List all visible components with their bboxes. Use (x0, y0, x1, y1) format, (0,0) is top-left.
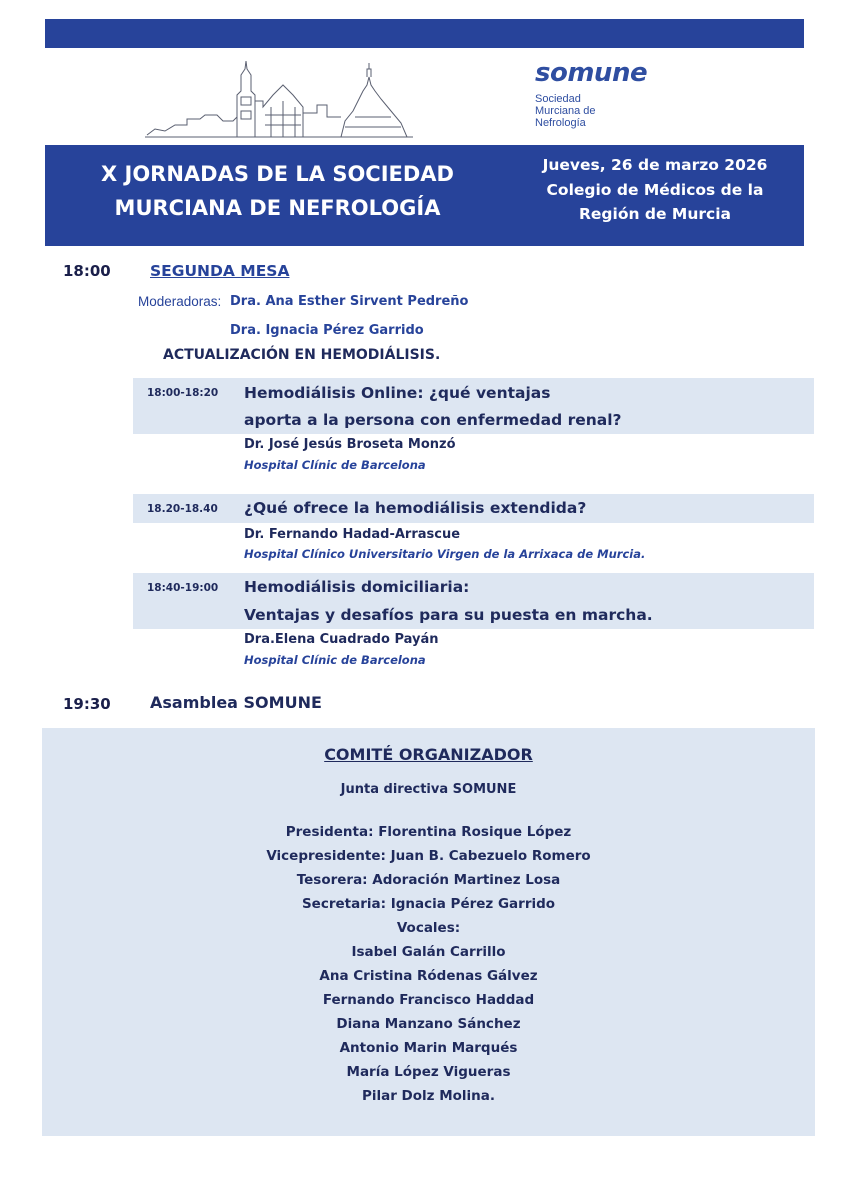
talk-institution: Hospital Clínic de Barcelona (244, 458, 426, 472)
talk-title-line: Ventajas y desafíos para su puesta en marcha. (244, 606, 653, 624)
somune-logo (532, 58, 672, 134)
moderator-name: Dra. Ignacia Pérez Garrido (230, 323, 424, 338)
organizing-committee-panel (42, 728, 815, 1136)
committee-member: Fernando Francisco Haddad (322, 992, 535, 1008)
talk-title-line: ¿Qué ofrece la hemodiálisis extendida? (244, 499, 587, 517)
assembly-title: Asamblea SOMUNE (150, 693, 322, 712)
committee-member: Vocales: (396, 920, 461, 936)
talk-institution: Hospital Clínico Universitario Virgen de la Arrixaca de Murcia. (244, 547, 646, 561)
talk-speaker: Dr. José Jesús Broseta Monzó (244, 437, 456, 452)
committee-subtitle: Junta directiva SOMUNE (340, 782, 517, 797)
talk-speaker: Dr. Fernando Hadad-Arrascue (244, 527, 461, 542)
moderators-label: Moderadoras: (138, 294, 222, 309)
event-date: Jueves, 26 de marzo 2026 (542, 156, 768, 174)
talk-speaker: Dra.Elena Cuadrado Payán (244, 632, 439, 647)
session-time: 18:00 (63, 262, 111, 280)
committee-member: Pilar Dolz Molina. (361, 1088, 496, 1104)
committee-member: Isabel Galán Carrillo (351, 944, 506, 960)
committee-member: Ana Cristina Ródenas Gálvez (319, 968, 538, 984)
talk-time: 18.20-18.40 (147, 503, 218, 515)
talk-time: 18:00-18:20 (147, 387, 219, 399)
talk-time: 18:40-19:00 (147, 582, 219, 594)
logo-wordmark: somune (535, 58, 648, 88)
talk-title-line: Hemodiálisis Online: ¿qué ventajas (244, 384, 551, 402)
talk-institution: Hospital Clínic de Barcelona (244, 653, 426, 667)
committee-member: Presidenta: Florentina Rosique López (285, 824, 572, 840)
assembly-time: 19:30 (63, 695, 111, 713)
logo-subtitle-line: Nefrología (535, 117, 586, 129)
session-topic: ACTUALIZACIÓN EN HEMODIÁLISIS. (163, 347, 441, 363)
committee-title: COMITÉ ORGANIZADOR (324, 745, 533, 764)
committee-member: Secretaria: Ignacia Pérez Garrido (301, 896, 556, 912)
committee-member: Diana Manzano Sánchez (336, 1016, 521, 1032)
event-venue-line: Región de Murcia (578, 205, 731, 223)
talk-title-line: aporta a la persona con enfermedad renal? (244, 411, 622, 429)
event-title-line: X JORNADAS DE LA SOCIEDAD (101, 162, 454, 186)
logo-subtitle-line: Sociedad (535, 93, 581, 105)
logo-subtitle-line: Murciana de (535, 105, 596, 117)
event-venue-line: Colegio de Médicos de la (546, 181, 764, 199)
top-banner-bar (45, 19, 804, 48)
committee-member: Antonio Marin Marqués (339, 1040, 518, 1056)
session-title: SEGUNDA MESA (150, 262, 290, 280)
talk-title-line: Hemodiálisis domiciliaria: (244, 578, 470, 596)
committee-member: Tesorera: Adoración Martinez Losa (296, 872, 561, 888)
header-banner (45, 145, 804, 246)
committee-member: Vicepresidente: Juan B. Cabezuelo Romero (266, 848, 591, 864)
committee-member: María López Vigueras (346, 1064, 511, 1080)
murcia-skyline-illustration (145, 55, 415, 140)
moderator-name: Dra. Ana Esther Sirvent Pedreño (230, 294, 469, 309)
event-title-line: MURCIANA DE NEFROLOGÍA (114, 196, 441, 220)
